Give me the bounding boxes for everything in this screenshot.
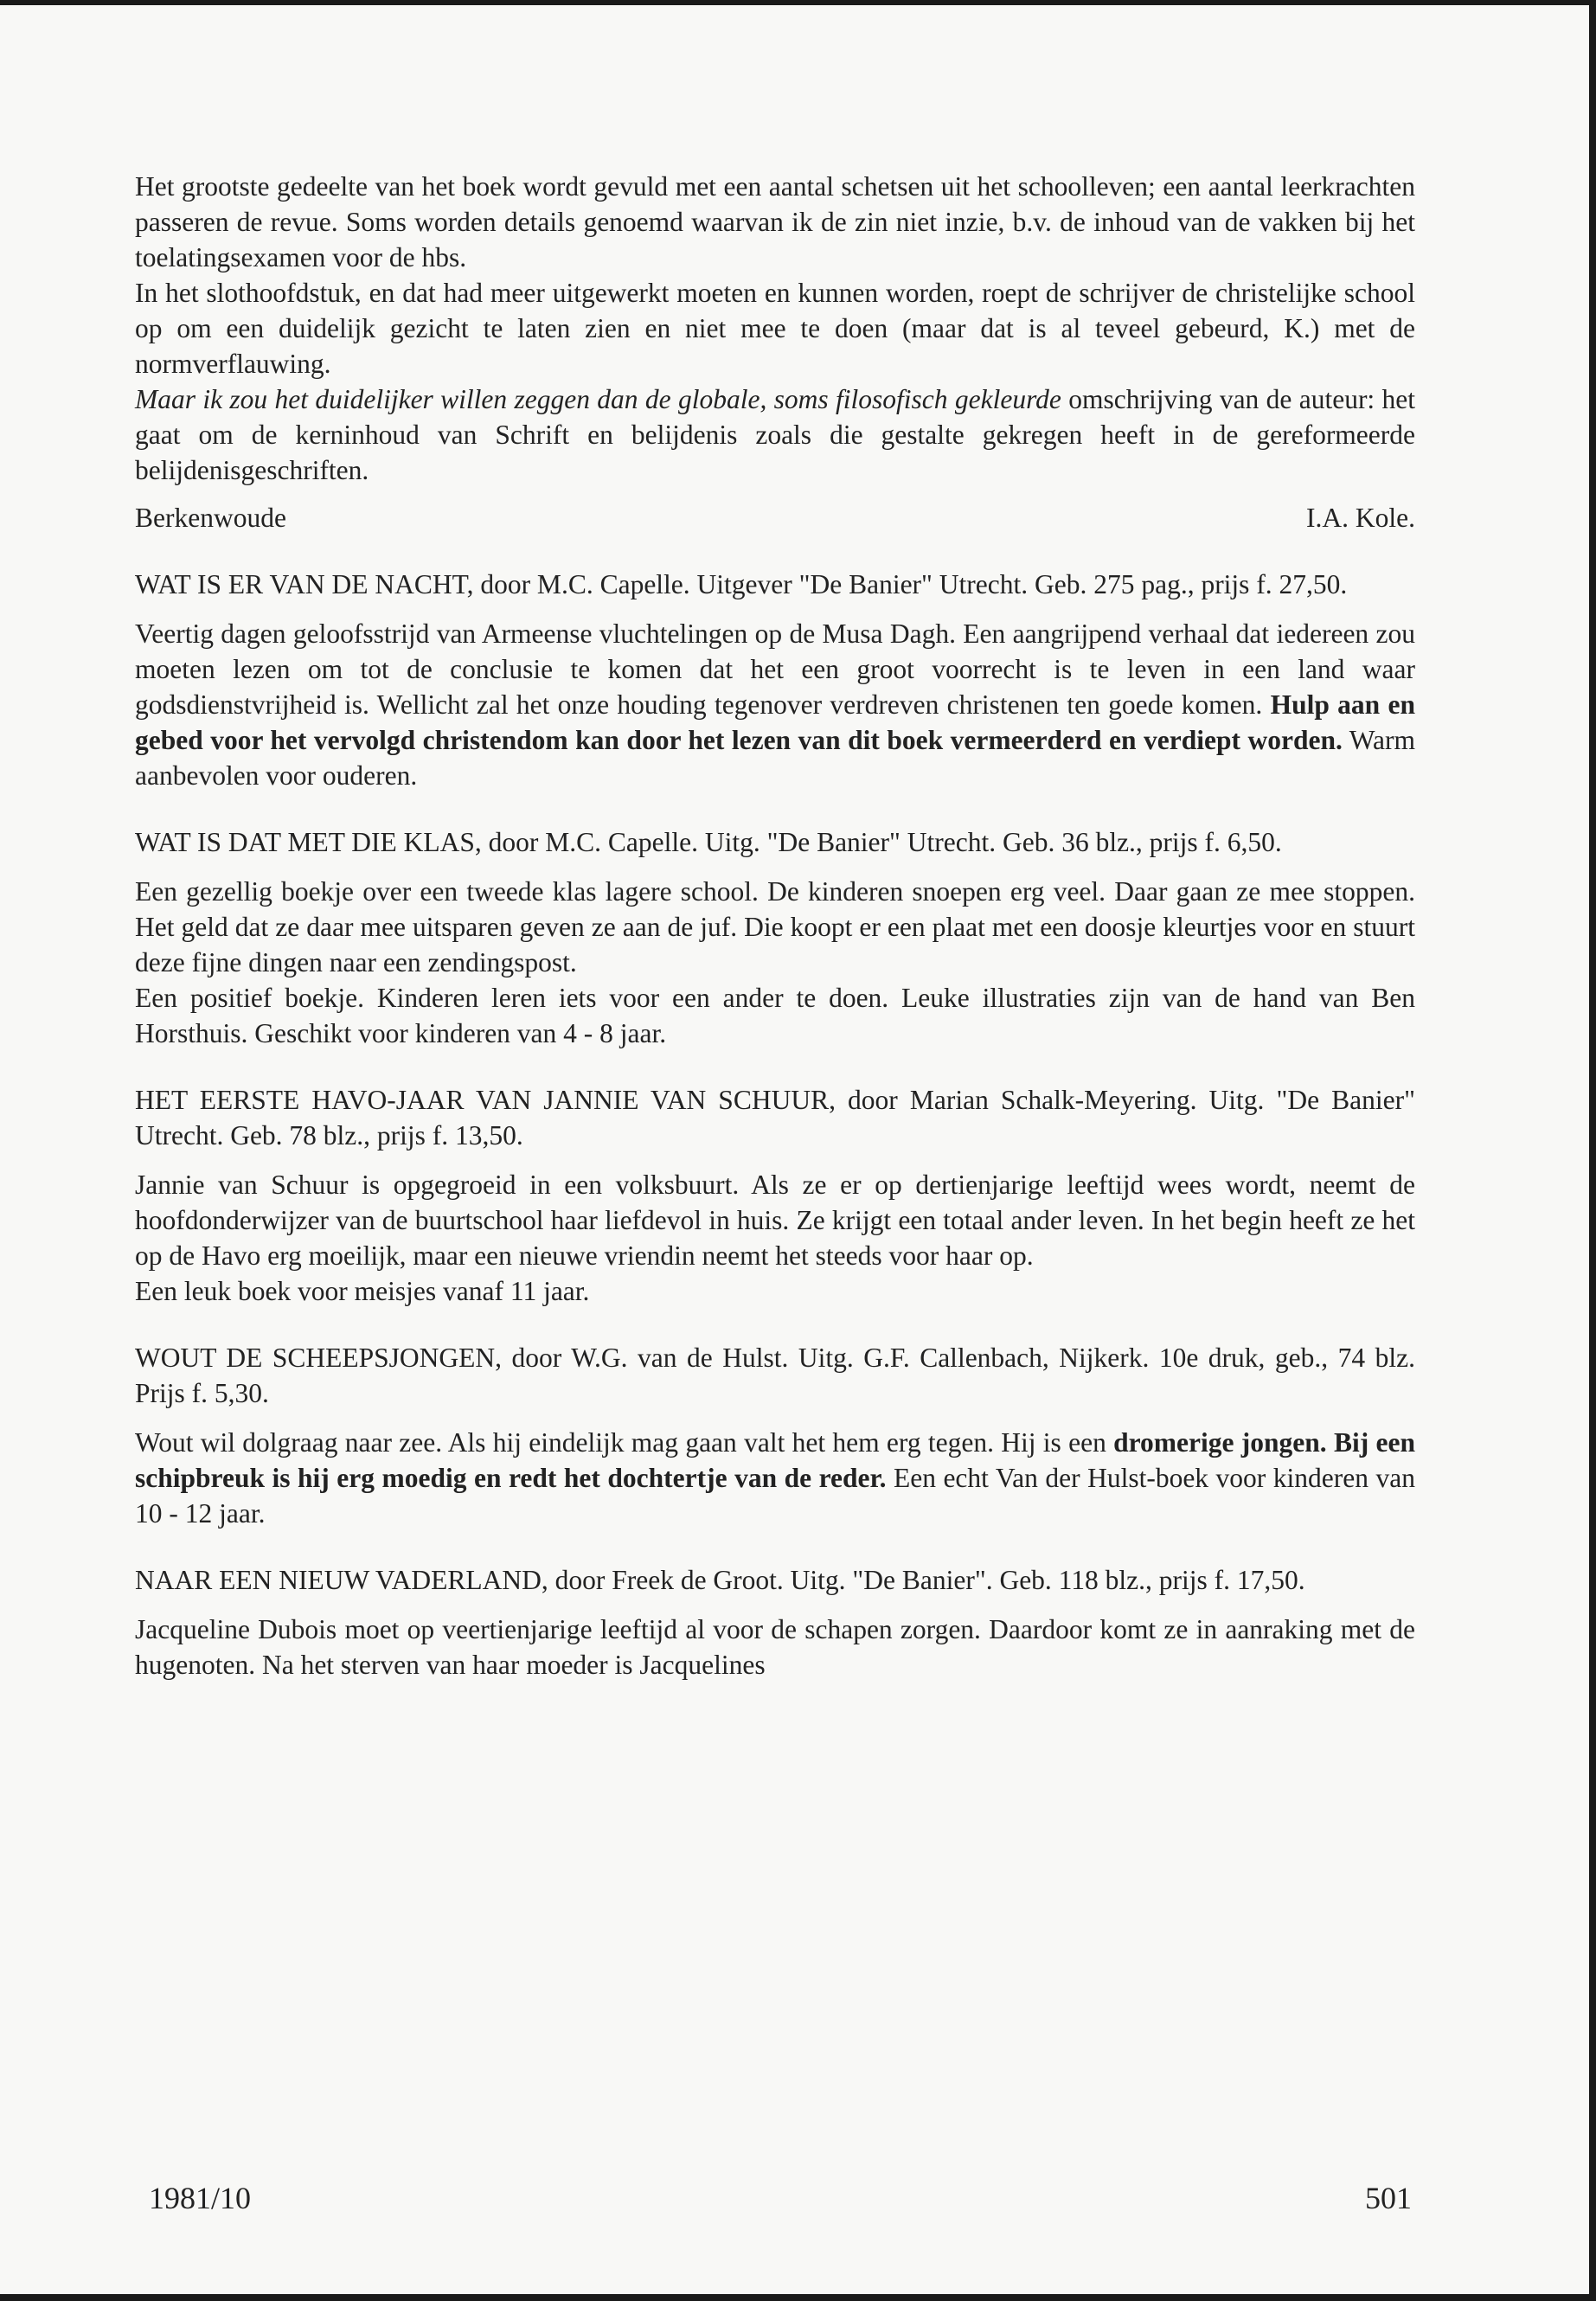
review-title: WAT IS ER VAN DE NACHT, door M.C. Capelle. Uitgever "De Banier" Utrecht. Geb. 275 pag., prijs f. 27,50. [135,569,1348,599]
signature-row [135,500,1415,535]
review-5 [135,1562,1415,1682]
review-3 [135,1082,1415,1309]
intro-paragraph-2: In het slothoofdstuk, en dat had meer uitgewerkt moeten en kunnen worden, roept de schrijver de christelijke school op om een duidelijk gezicht te laten zien en niet mee te doen (maar dat is al teveel gebeurd, K.) met de normverflauwing. [135,278,1415,379]
review-title: HET EERSTE HAVO-JAAR VAN JANNIE VAN SCHUUR, door Marian Schalk-Meyering. Uitg. "De Banier" Utrecht. Geb. 78 blz., prijs f. 13,50. [135,1085,1415,1150]
scan-edge-right [1589,0,1596,2301]
intro-italic-text: Maar ik zou het duidelijker willen zeggen dan de globale, soms filosofisch gekleurde [135,384,1061,414]
page-content [135,169,1415,1682]
review-title: WOUT DE SCHEEPSJONGEN, door W.G. van de Hulst. Uitg. G.F. Callenbach, Nijkerk. 10e druk, geb., 74 blz. Prijs f. 5,30. [135,1343,1415,1408]
review-4 [135,1340,1415,1531]
review-body-end-text: Warm aanbevolen voor ouderen. [135,725,1415,791]
issue-number: 1981/10 [149,2181,252,2215]
review-1 [135,567,1415,793]
review-body: Jacqueline Dubois moet op veertienjarige leeftijd al voor de schapen zorgen. Daardoor komt ze in aanraking met de hugenoten. Na het sterven van haar moeder is Jacquelines [135,1614,1415,1680]
review-title: WAT IS DAT MET DIE KLAS, door M.C. Capelle. Uitg. "De Banier" Utrecht. Geb. 36 blz., prijs f. 6,50. [135,827,1282,857]
signature-author: I.A. Kole. [1306,503,1415,533]
review-title: NAAR EEN NIEUW VADERLAND, door Freek de Groot. Uitg. "De Banier". Geb. 118 blz., prijs f. 17,50. [135,1565,1305,1595]
review-body-2: Een leuk boek voor meisjes vanaf 11 jaar. [135,1276,590,1306]
review-body: Jannie van Schuur is opgegroeid in een volksbuurt. Als ze er op dertienjarige leeftijd wees wordt, neemt de hoofdonderwijzer van de buurtschool haar liefdevol in huis. Ze krijgt een totaal ander leven. In het begin heeft ze het op de Havo erg moeilijk, maar een nieuwe vriendin neemt het steeds voor haar op. [135,1170,1415,1271]
review-body-bold-text: Hulp aan en gebed voor het vervolgd christendom kan door het lezen van dit boek vermeerderd en verdiept worden. [135,689,1415,755]
previous-review-continuation [135,169,1415,535]
page-footer [149,2180,1412,2216]
intro-paragraph-1: Het grootste gedeelte van het boek wordt gevuld met een aantal schetsen uit het schoolleven; een aantal leerkrachten passeren de revue. Soms worden details genoemd waarvan ik de zin niet inzie, b.v. de inhoud van de vakken bij het toelatingsexamen voor de hbs. [135,171,1415,272]
review-body: Een gezellig boekje over een tweede klas lagere school. De kinderen snoepen erg veel. Daar gaan ze mee stoppen. Het geld dat ze daar mee uitsparen geven ze aan de juf. Die koopt er een plaat met een doosje kleurtjes voor en stuurt deze fijne dingen naar een zendingspost. [135,876,1415,977]
review-body [135,616,1415,793]
signature-place: Berkenwoude [135,503,286,533]
scan-edge-bottom [0,2294,1596,2301]
intro-paragraph-3 [135,381,1415,488]
review-body-text: Wout wil dolgraag naar zee. Als hij eindelijk mag gaan valt het hem erg tegen. Hij is een [135,1427,1114,1458]
review-2 [135,824,1415,1051]
page-number: 501 [1365,2181,1412,2215]
review-body [135,1425,1415,1531]
review-body-2: Een positief boekje. Kinderen leren iets voor een ander te doen. Leuke illustraties zijn van de hand van Ben Horsthuis. Geschikt voor kinderen van 4 - 8 jaar. [135,983,1415,1048]
scan-edge-top [0,0,1596,5]
intro-rest-text: omschrijving van de auteur: het gaat om de kerninhoud van Schrift en belijdenis zoals die gestalte gekregen heeft in de gereformeerde belijdenisgeschriften. [135,384,1416,485]
review-body-text: Veertig dagen geloofsstrijd van Armeense vluchtelingen op de Musa Dagh. Een aangrijpend verhaal dat iedereen zou moeten lezen om tot de conclusie te komen dat het een groot voorrecht is te leven in een land waar godsdienstvrijheid is. Wellicht zal het onze houding tegenover verdreven christenen ten goede komen. [135,619,1415,720]
review-body-end-text: Een echt Van der Hulst-boek voor kinderen van 10 - 12 jaar. [135,1463,1415,1529]
review-body-bold-text: dromerige jongen. Bij een schipbreuk is hij erg moedig en redt het dochtertje van de reder. [135,1427,1415,1493]
